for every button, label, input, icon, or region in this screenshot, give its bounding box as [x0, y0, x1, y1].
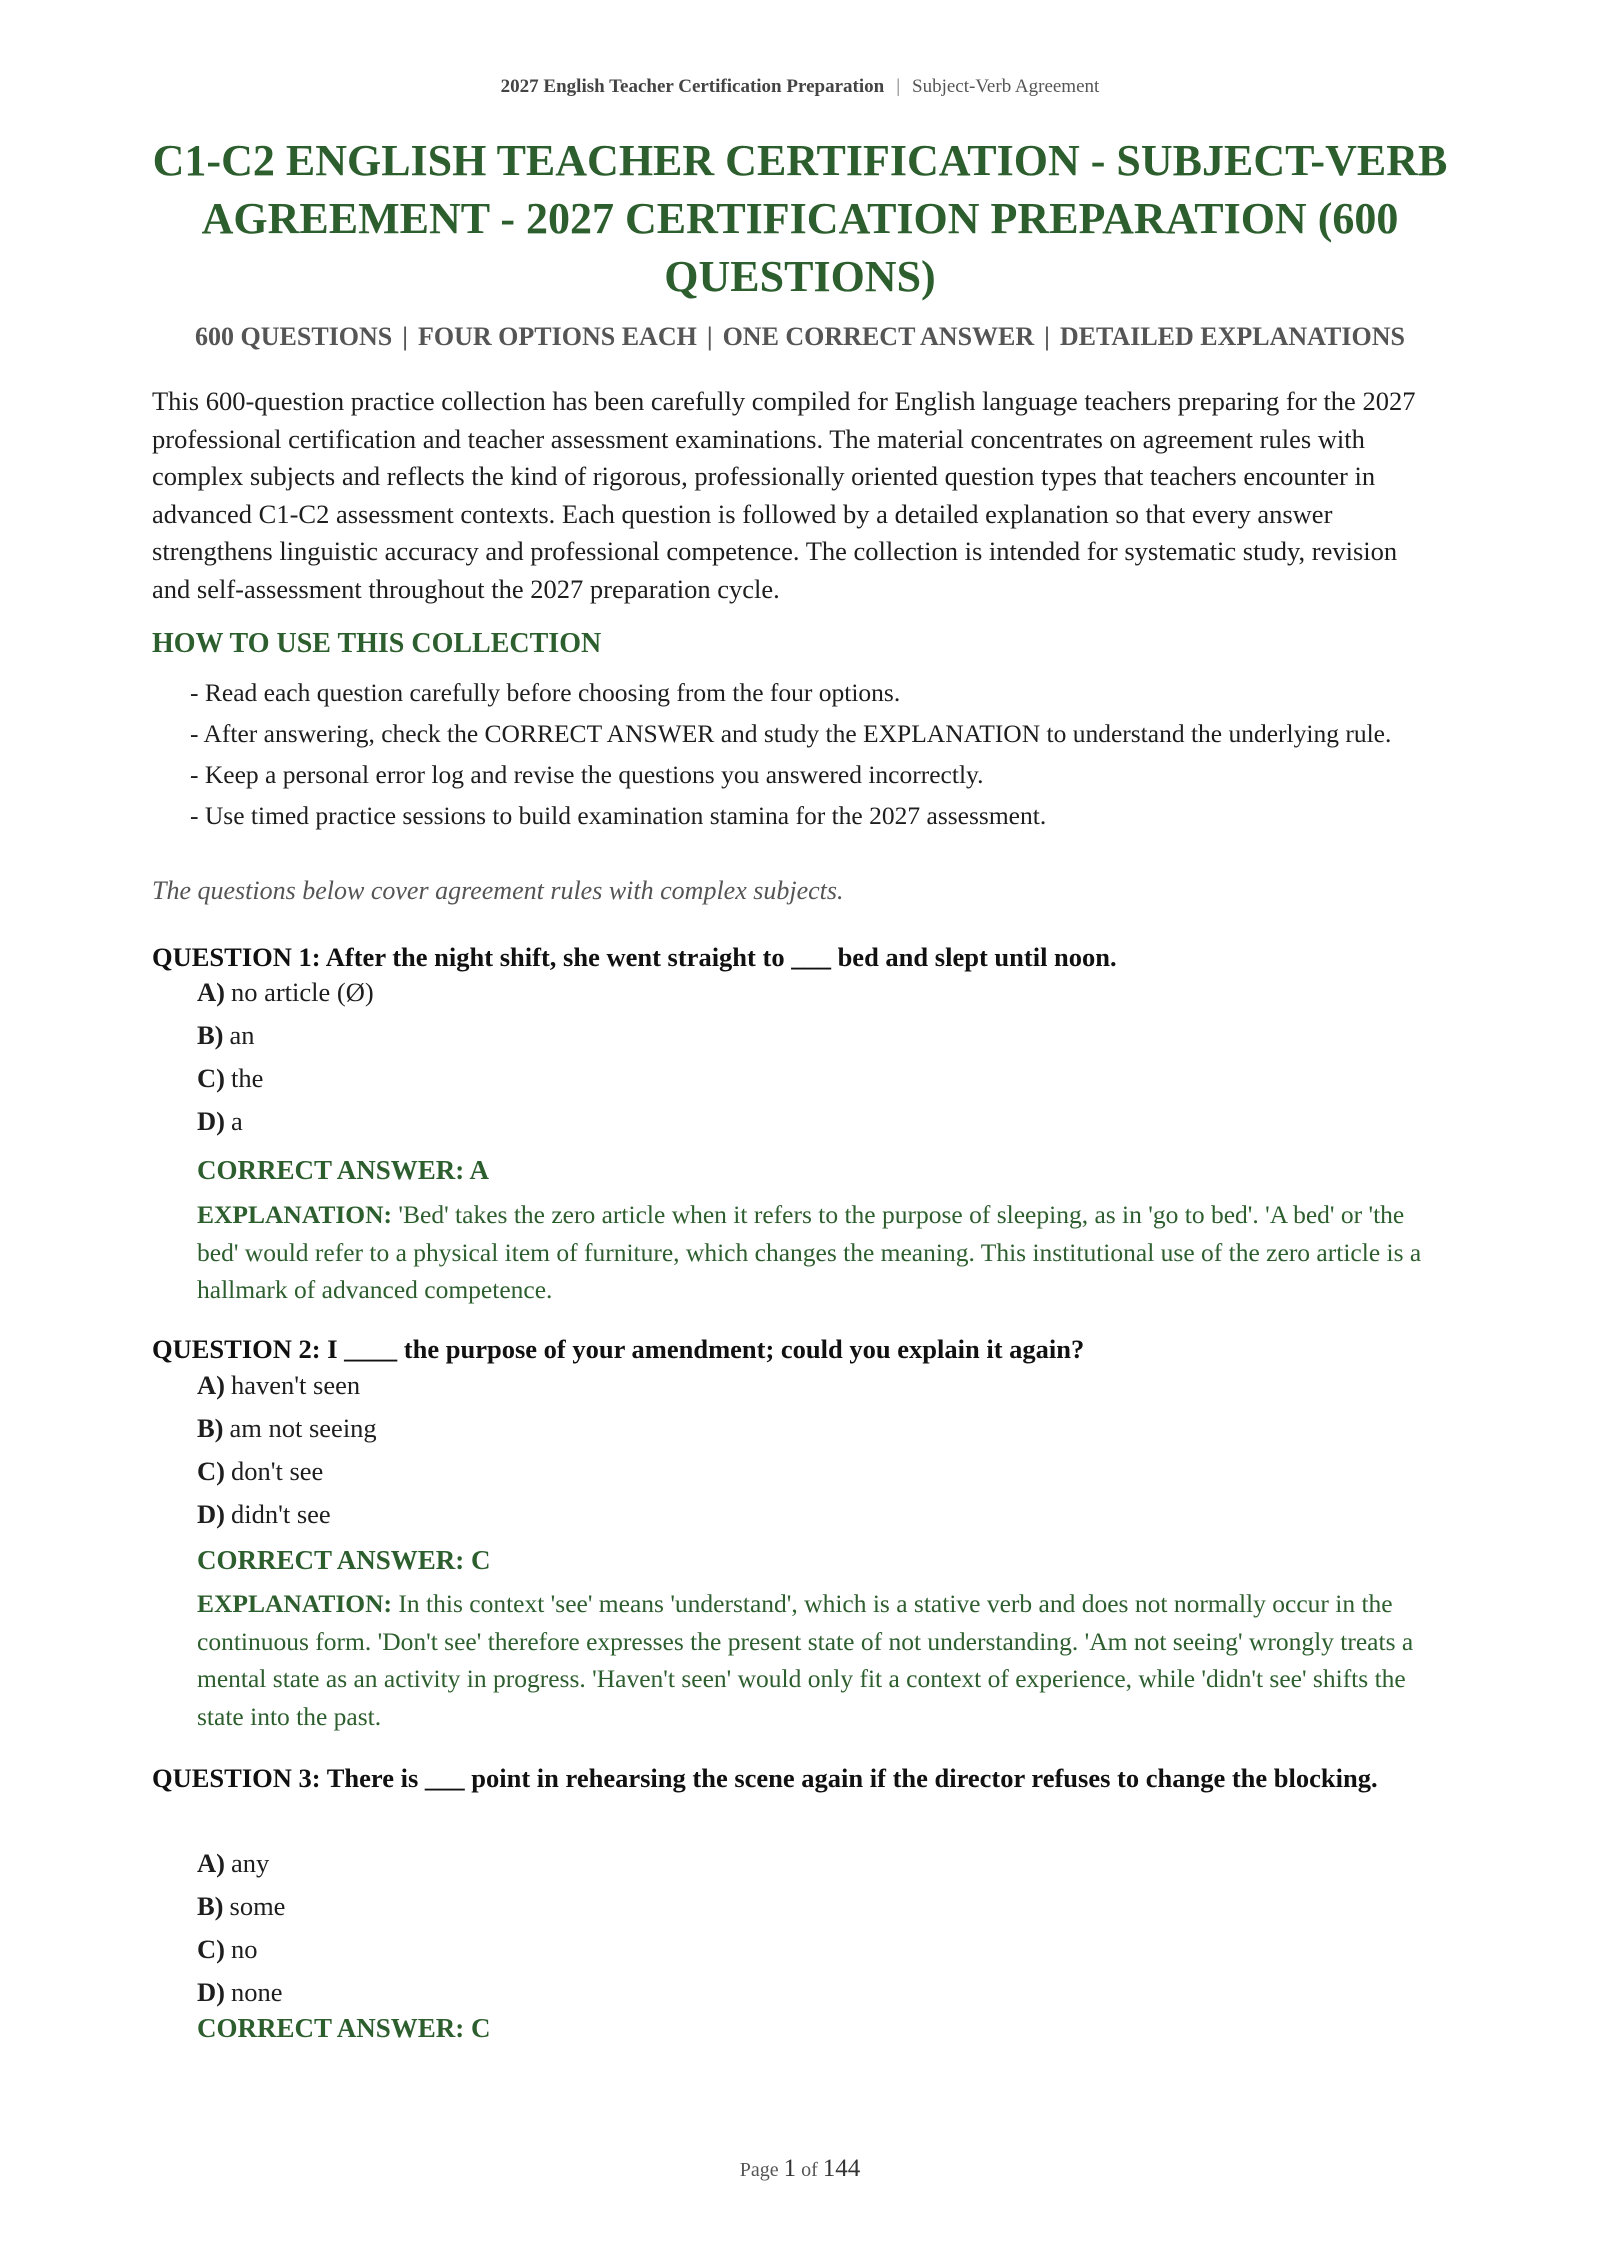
option-c [197, 1928, 285, 1971]
question-1-explanation [197, 1196, 1442, 1309]
option-d [197, 1493, 377, 1536]
option-d [197, 1971, 285, 2014]
document-subtitle [100, 322, 1500, 352]
explanation-label: EXPLANATION: [197, 1589, 393, 1618]
option-text: no [230, 1934, 258, 1964]
question-2-prompt: QUESTION 2: I ____ the purpose of your amendment; could you explain it again? [152, 1334, 1085, 1364]
howto-item: - Read each question carefully before choosing from the four options. [190, 678, 901, 707]
page-word: Page [739, 2159, 779, 2181]
header-series-title: 2027 English Teacher Certification Preparation [500, 76, 885, 97]
option-text: didn't see [230, 1499, 331, 1529]
option-letter: A) [197, 977, 225, 1007]
header-topic: Subject-Verb Agreement [912, 76, 1100, 97]
question-3-answer: CORRECT ANSWER: C [197, 2013, 491, 2043]
of-word: of [801, 2159, 818, 2181]
explanation-text: In this context 'see' means 'understand', which is a stative verb and does not normally occur in the continuous form. 'Don't see' therefore expresses the present state of not understanding. 'Am not seeing' wrongly treats a mental state as an activity in progress. 'Haven't seen' would only fit a context of experience, while 'didn't see' shifts the state into the past. [197, 1589, 1414, 1731]
option-letter: D) [197, 1977, 225, 2007]
option-text: no article (Ø) [230, 977, 374, 1007]
option-a [197, 971, 374, 1014]
option-letter: B) [197, 1413, 224, 1443]
subtitle-part: FOUR OPTIONS EACH [418, 322, 697, 351]
explanation-label: EXPLANATION: [197, 1200, 393, 1229]
subtitle-separator: | [402, 322, 409, 351]
header-separator: | [896, 76, 900, 97]
option-c [197, 1450, 377, 1493]
intro-paragraph: This 600-question practice collection has been carefully compiled for English language teachers preparing for the 2027 professional certification and teacher assessment examinations. The material concentrates on agreement rules with complex subjects and reflects the kind of rigorous, professionally oriented question types that teachers encounter in advanced C1-C2 assessment contexts. Each question is followed by a detailed explanation so that every answer strengthens linguistic accuracy and professional competence. The collection is intended for systematic study, revision and self-assessment throughout the 2027 preparation cycle. [152, 386, 1416, 604]
option-d [197, 1100, 374, 1143]
option-text: haven't seen [230, 1370, 361, 1400]
question-3-prompt: QUESTION 3: There is ___ point in rehearsing the scene again if the director refuses to change the blocking. [152, 1763, 1378, 1793]
option-text: an [229, 1020, 255, 1050]
subtitle-part: 600 QUESTIONS [195, 322, 393, 351]
option-text: don't see [230, 1456, 324, 1486]
option-b [197, 1407, 377, 1450]
question-2-explanation [197, 1585, 1442, 1735]
howto-heading: HOW TO USE THIS COLLECTION [152, 628, 602, 659]
option-text: some [229, 1891, 286, 1921]
option-letter: B) [197, 1020, 224, 1050]
option-letter: D) [197, 1106, 225, 1136]
question-1-answer: CORRECT ANSWER: A [197, 1155, 490, 1185]
question-2-options [197, 1364, 377, 1536]
option-text: am not seeing [229, 1413, 377, 1443]
option-letter: A) [197, 1370, 225, 1400]
subtitle-separator: | [706, 322, 713, 351]
option-c [197, 1057, 374, 1100]
page-total: 144 [822, 2155, 861, 2182]
question-1-prompt: QUESTION 1: After the night shift, she went straight to ___ bed and slept until noon. [152, 942, 1117, 972]
question-3-options [197, 1842, 285, 2014]
question-2-answer: CORRECT ANSWER: C [197, 1545, 491, 1575]
subtitle-part: DETAILED EXPLANATIONS [1059, 322, 1405, 351]
subtitle-part: ONE CORRECT ANSWER [722, 322, 1035, 351]
explanation-text: 'Bed' takes the zero article when it refers to the purpose of sleeping, as in 'go to bed'. 'A bed' or 'the bed' would refer to a physical item of furniture, which changes the meaning. This institutional use of the zero article is a hallmark of advanced competence. [197, 1200, 1422, 1304]
option-text: a [230, 1106, 243, 1136]
option-a [197, 1842, 285, 1885]
howto-item: - Keep a personal error log and revise the questions you answered incorrectly. [190, 760, 984, 789]
subtitle-separator: | [1044, 322, 1050, 351]
option-text: none [230, 1977, 283, 2007]
option-letter: B) [197, 1891, 224, 1921]
question-1-options [197, 971, 374, 1143]
option-letter: C) [197, 1934, 225, 1964]
option-letter: A) [197, 1848, 225, 1878]
option-b [197, 1014, 374, 1057]
option-text: any [230, 1848, 270, 1878]
option-text: the [230, 1063, 264, 1093]
running-header [0, 76, 1600, 98]
page-footer [0, 2155, 1600, 2183]
howto-list [190, 675, 1430, 839]
page-number: 1 [783, 2155, 797, 2182]
howto-item: - Use timed practice sessions to build examination stamina for the 2027 assessment. [190, 801, 1047, 830]
option-letter: C) [197, 1063, 225, 1093]
option-letter: C) [197, 1456, 225, 1486]
document-title: C1-C2 ENGLISH TEACHER CERTIFICATION - SUBJECT-VERB AGREEMENT - 2027 CERTIFICATION PREPARATION (600 QUESTIONS) [152, 136, 1448, 301]
option-a [197, 1364, 377, 1407]
option-letter: D) [197, 1499, 225, 1529]
option-b [197, 1885, 285, 1928]
howto-item: - After answering, check the CORRECT ANSWER and study the EXPLANATION to understand the underlying rule. [190, 719, 1392, 748]
scope-note: The questions below cover agreement rules with complex subjects. [152, 876, 844, 905]
